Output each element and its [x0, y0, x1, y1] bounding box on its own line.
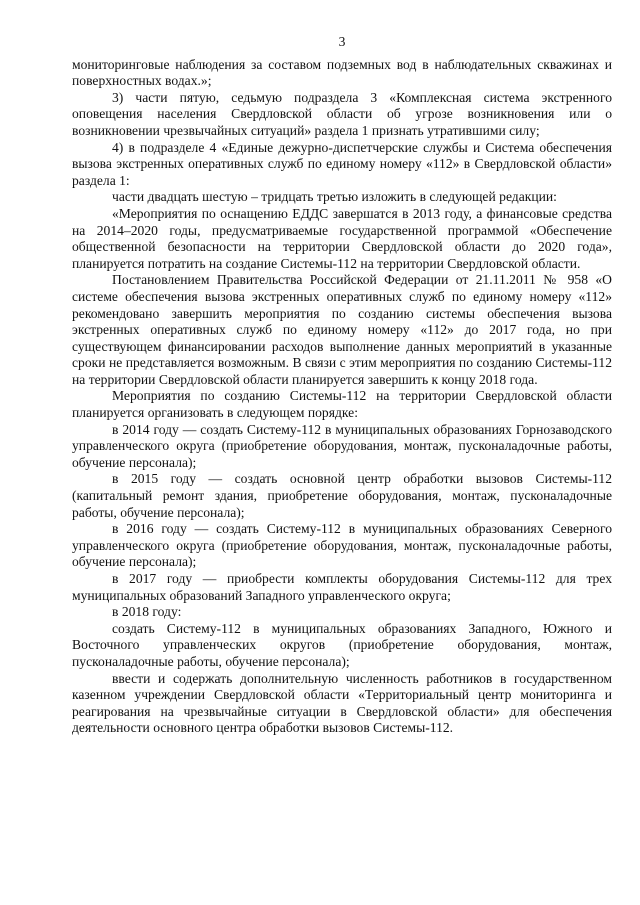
paragraph-11: в 2017 году — приобрести комплекты оборудования Системы-112 для трех муниципальных образований Западного управленческого округа; — [72, 571, 612, 603]
paragraph-13: создать Систему-112 в муниципальных образованиях Западного, Южного и Восточного управленческих округов (приобретение оборудования, монтаж, пусконаладочные работы, обучение персонала); — [72, 620, 612, 669]
paragraph-2: 3) части пятую, седьмую подраздела 3 «Комплексная система экстренного оповещения населения Свердловской области об угрозе возникновения или о возникновении чрезвычайных ситуаций» раздела 1 признать утратившими силу; — [72, 89, 612, 138]
paragraph-8: в 2014 году — создать Систему-112 в муниципальных образованиях Горнозаводского управленческого округа (приобретение оборудования, монтаж, пусконаладочные работы, обучение персонала); — [72, 421, 612, 470]
paragraph-12: в 2018 году: — [112, 604, 182, 620]
paragraph-9: в 2015 году — создать основной центр обработки вызовов Системы-112 (капитальный ремонт здания, приобретение оборудования, монтаж, пусконаладочные работы, обучение персонала); — [72, 471, 612, 520]
paragraph-3: 4) в подразделе 4 «Единые дежурно-диспетчерские службы и Система обеспечения вызова экстренных оперативных служб по единому номеру «112» в Свердловской области» раздела 1: — [72, 139, 612, 188]
paragraph-7: Мероприятия по созданию Системы-112 на территории Свердловской области планируется организовать в следующем порядке: — [72, 388, 612, 421]
paragraph-5: «Мероприятия по оснащению ЕДДС завершатся в 2013 году, а финансовые средства на 2014–2020 годы, предусматриваемые государственной программой «Обеспечение общественной безопасности на территории Свердловской области до 2020 года», планируется потратить на создание Системы-112 на территории Свердловской области. — [72, 205, 612, 271]
document-page — [72, 34, 612, 737]
paragraph-1: мониторинговые наблюдения за составом подземных вод в наблюдательных скважинах и поверхностных водах.»; — [72, 56, 612, 89]
paragraph-10: в 2016 году — создать Систему-112 в муниципальных образованиях Северного управленческого округа (приобретение оборудования, монтаж, пусконаладочные работы, обучение персонала); — [72, 521, 612, 570]
paragraph-14: ввести и содержать дополнительную численность работников в государственном казенном учреждении Свердловской области «Территориальный центр мониторинга и реагирования на чрезвычайные ситуации в Свердловской области» для обеспечения деятельности основного центра обработки вызовов Системы-112. — [72, 670, 612, 736]
page-number: 3 — [338, 34, 346, 49]
paragraph-4: части двадцать шестую – тридцать третью изложить в следующей редакции: — [112, 189, 557, 205]
paragraph-6: Постановлением Правительства Российской Федерации от 21.11.2011 № 958 «О системе обеспечения вызова экстренных оперативных служб по единому номеру «112» рекомендовано завершить мероприятия по созданию системы обеспечения вызова экстренных оперативных служб по единому номеру «112» до 2017 года, но при существующем финансировании расходов выполнение данных мероприятий в указанные сроки не представляется возможным. В связи с этим мероприятия по созданию Системы-112 на территории Свердловской области планируется завершить к концу 2018 года. — [72, 272, 612, 387]
